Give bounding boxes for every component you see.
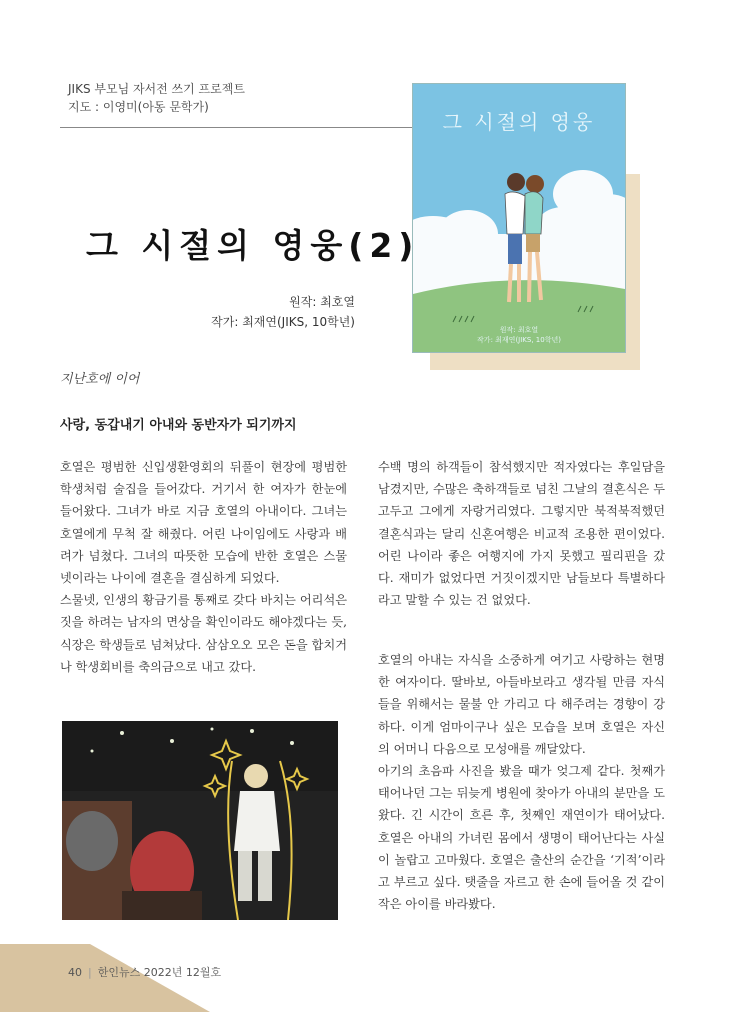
section-heading: 사랑, 동갑내기 아내와 동반자가 되기까지 <box>60 418 297 433</box>
project-label: JIKS 부모님 자서전 쓰기 프로젝트 <box>68 82 245 96</box>
cover-title: 그 시절의 영웅 <box>442 110 596 134</box>
continued-note: 지난호에 이어 <box>60 372 140 387</box>
paragraph: 수백 명의 하객들이 참석했지만 적자였다는 후일담을 남겼지만, 수많은 축하객들로 넘친 그날의 결혼식은 두고두고 그에게 자랑거리였다. 그렇지만 북적북적했던 결혼식과는 달리 신혼여행은 비교적 조용한 편이었다. 어린 나이라 좋은 여행지에 가지 못했고 필리핀을 갔다. 재미가 없었다면 거짓이겠지만 남들보다 특별하다라고 말할 수 있는 건 없었다. <box>378 460 665 608</box>
page-number: 40 <box>68 966 82 979</box>
photo-illustration <box>62 721 338 920</box>
publication-name: 한인뉴스 2022년 12월호 <box>97 966 222 979</box>
advisor-label: 지도 : 이영미(아동 문학가) <box>68 100 209 114</box>
paragraph: 아기의 초음파 사진을 봤을 때가 엊그제 같다. 첫째가 태어나던 그는 뒤늦게 병원에 찾아가 아내의 분만을 도왔다. 긴 시간이 흐른 후, 첫째인 재연이가 태어났다. 호열은 아내의 가녀린 몸에서 생명이 태어난다는 사실이 놀랍고 고마웠다. 호열은 출산의 순간을 ‘기적’이라고 부르고 싶다. 탯줄을 자르고 한 손에 들어올 것 같이 작은 아이를 바라봤다. <box>378 764 665 912</box>
footer-separator: | <box>88 966 92 979</box>
article-credits <box>211 292 355 332</box>
writer: 작가: 최재연(JIKS, 10학년) <box>211 315 355 329</box>
article-title: 그 시절의 영웅(2) <box>86 226 420 265</box>
paragraph: 스물넷, 인생의 황금기를 통째로 갖다 바치는 어리석은 짓을 하려는 남자의 면상을 확인이라도 해야겠다는 듯, 식장은 학생들로 넘쳐났다. 삼삼오오 모은 돈을 합치거나 학생회비를 축의금으로 내고 갔다. <box>60 593 347 674</box>
cover-credit-original: 원작: 최호열 <box>499 326 539 334</box>
book-cover-image <box>413 84 625 352</box>
page-footer <box>68 964 221 980</box>
cover-credits <box>413 325 625 345</box>
cover-credit-author: 작가: 최재연(JIKS, 10학년) <box>477 336 561 344</box>
body-column-right-bottom <box>378 649 665 915</box>
paragraph: 호열은 평범한 신입생환영회의 뒤풀이 현장에 평범한 학생처럼 술집을 들어갔다. 거기서 한 여자가 한눈에 들어왔다. 그녀가 바로 지금 호열의 아내이다. 그녀는 호열에게 무척 잘 해줬다. 어린 나이임에도 사랑과 배려가 넘쳤다. 그녀의 따뜻한 모습에 반한 호열은 스물넷이라는 나이에 결혼을 결심하게 되었다. <box>60 460 347 586</box>
original-author: 원작: 최호열 <box>289 295 355 309</box>
header-divider <box>60 127 420 128</box>
project-header <box>68 80 245 116</box>
paragraph: 호열의 아내는 자식을 소중하게 여기고 사랑하는 현명한 여자이다. 딸바보, 아들바보라고 생각될 만큼 자식들을 위해서는 물불 안 가리고 다 해주려는 경향이 강하다. 이게 엄마이구나 싶은 모습을 보며 호열은 자신의 어머니 다음으로 모성애를 깨달았다. <box>378 653 665 756</box>
body-column-left <box>60 456 347 678</box>
body-column-right-top <box>378 456 665 611</box>
event-photo <box>62 721 338 920</box>
